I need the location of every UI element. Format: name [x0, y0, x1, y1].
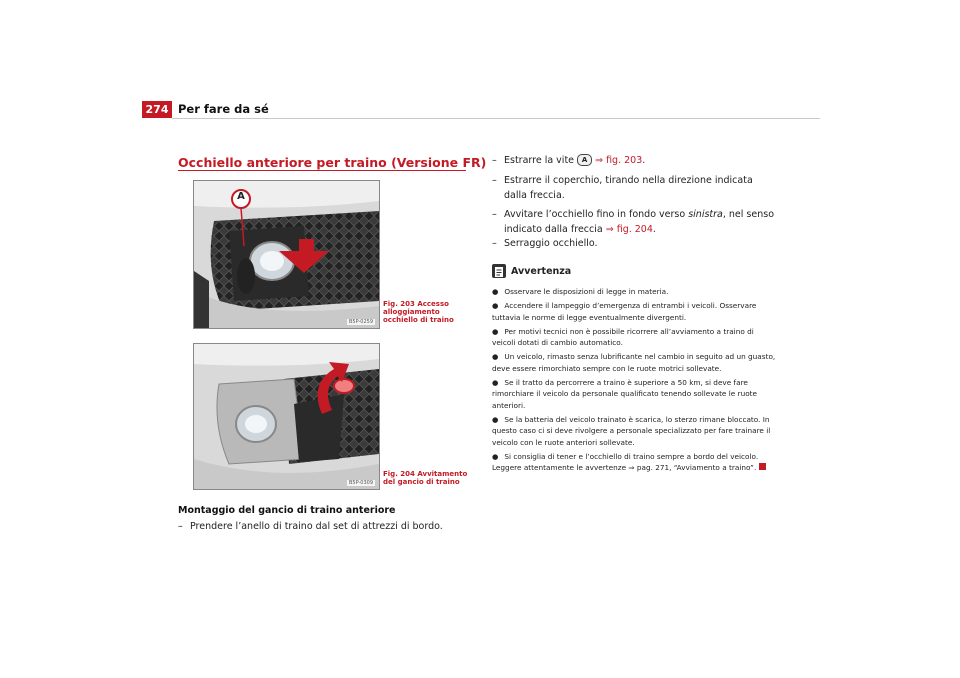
header-rule: [172, 118, 820, 119]
figure-code: B5P-0259: [348, 319, 373, 325]
subheading: Montaggio del gancio di traino anteriore: [178, 505, 396, 516]
figure-203: [193, 180, 380, 329]
list-item: ● Per motivi tecnici non è possibile ricorrere all’avviamento a traino di veicoli dotati di cambio automatico.: [492, 326, 754, 348]
end-of-section-mark: [759, 463, 766, 470]
figure-caption: Fig. 204 Avvitamento del gancio di traino: [383, 470, 468, 486]
step-1: – Prendere l’anello di traino dal set di attrezzi di bordo.: [178, 521, 443, 532]
section-title: Occhiello anteriore per traino (Versione FR): [178, 155, 487, 170]
step-5: – Serraggio occhiello.: [492, 238, 598, 249]
note-list: [492, 286, 777, 476]
list-item: ● Si consiglia di tener e l’occhiello di traino sempre a bordo del veicolo. Leggere attentamente le avvertenze ⇒ pag. 271, “Avviamento a traino”.: [492, 451, 777, 474]
list-item: ● Se la batteria del veicolo trainato è scarica, lo sterzo rimane bloccato. In questo caso ci si deve rivolgere a personale specializzato per fare trainare il veicolo con le ruote anteriori sollevate.: [492, 414, 771, 447]
note-icon: [492, 264, 506, 278]
page-link[interactable]: ⇒ pag. 271, “Avviamento a traino”.: [628, 463, 757, 473]
list-item: ● Accendere il lampeggio d’emergenza di entrambi i veicoli. Osservare tuttavia le norme di legge eventualmente divergenti.: [492, 301, 757, 322]
step-4: – Avvitare l’occhiello fino in fondo verso sinistra, nel senso indicato dalla freccia ⇒ fig. 204.: [492, 209, 775, 235]
note-title: Avvertenza: [511, 266, 572, 277]
list-item: ● Se il tratto da percorrere a traino è superiore a 50 km, si deve fare rimorchiare il veicolo da personale qualificato tenendo sollevate le ruote anteriori.: [492, 378, 758, 410]
page-number: 274: [142, 101, 172, 118]
step-3: – Estrarre il coperchio, tirando nella direzione indicata dalla freccia.: [492, 175, 753, 201]
figure-link[interactable]: ⇒ fig. 203: [595, 155, 643, 166]
figure-link[interactable]: ⇒ fig. 204: [605, 224, 653, 235]
running-title: Per fare da sé: [178, 102, 269, 116]
list-item: ● Osservare le disposizioni di legge in materia.: [492, 287, 669, 296]
list-item: ● Un veicolo, rimasto senza lubrificante nel cambio in seguito ad un guasto, deve essere rimorchiato sempre con le ruote motrici sollevate.: [492, 352, 776, 373]
figure-caption: Fig. 203 Accesso alloggiamento occhiello di traino: [383, 300, 454, 324]
figure-204: [193, 343, 380, 490]
figure-code: B5P-0309: [348, 480, 373, 486]
callout-label: A: [237, 191, 245, 202]
section-rule: [178, 170, 466, 171]
step-2: – Estrarre la vite A ⇒ fig. 203.: [492, 155, 646, 166]
screw-label-badge: A: [577, 154, 592, 166]
